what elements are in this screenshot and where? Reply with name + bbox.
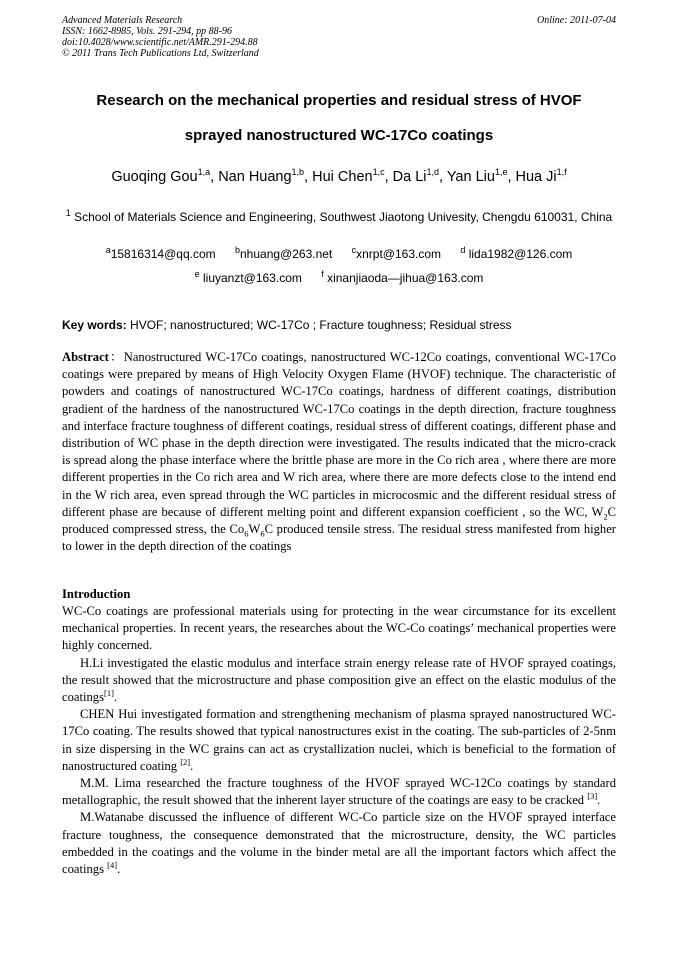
email: $^a$15816314@qq.com <box>105 245 216 261</box>
abstract: Abstract：Nanostructured WC-17Co coatings, nanostructured WC-12Co coatings, conventional WC-17Co coatings were prepared by means of High Velocity Oxygen Flame (HVOF) technique. The characteristic of powders and coatings of nanostructured WC-17Co coatings, hardness of different coatings, distribution gradient of the hardness of the nanostructured WC-17Co coatings in the depth direction, fracture toughness and interface fracture toughness of different coatings, residual stress of different coatings, different phase and distribution of WC phase in the depth direction were investigated. The results indicated that the micro-crack is spread along the phase interface where the brittle phase are more in the Co rich area , where there are more different properties in the Co rich area and W rich area, where there are more defects close to the intend end in the W rich area, even spread through the WC particles in microcosmic and the different residual stress of different phase are because of different melting point and different expansion coefficient , so the WC, $W_2C$ produced compressed stress, the $Co_6W_6C$ produced tensile stress. The residual stress manifested from higher to lower in the depth direction of the coatings <box>62 350 616 554</box>
introduction-body <box>62 603 616 878</box>
citation[interactable]: [2] <box>180 756 191 767</box>
citation[interactable]: [3] <box>587 791 598 802</box>
author: Guoqing Gou$^{1,a}$, <box>111 167 219 185</box>
paragraph: M.Watanabe discussed the influence of different WC-Co particle size on the HVOF sprayed interface fracture toughness, the consequence demonstrated that the microstructure, density, the WC particles embedded in the coatings and the volume in the binder metal are all the important factors which affect the coatings [4]. <box>62 810 616 877</box>
author-list <box>20 167 658 185</box>
paragraph: M.M. Lima researched the fracture toughness of the HVOF sprayed WC-12Co coatings by standard metallographic, the result showed that the inherent layer structure of the coatings are easy to be cracked [3]. <box>62 776 616 808</box>
email: $^e$ liuyanzt@163.com <box>194 269 302 285</box>
paper-title-line-1: Research on the mechanical properties and residual stress of HVOF <box>96 92 582 109</box>
email: $^b$nhuang@263.net <box>234 245 333 261</box>
citation[interactable]: [4] <box>107 859 118 870</box>
paper-title-line-2: sprayed nanostructured WC-17Co coatings <box>184 127 494 144</box>
email-line-2 <box>40 269 638 285</box>
copyright-line: © 2011 Trans Tech Publications Ltd, Switzerland <box>62 48 259 59</box>
author: Yan Liu$^{1,e}$, <box>446 167 516 185</box>
paragraph: H.Li investigated the elastic modulus and interface strain energy release rate of HVOF sprayed coatings, the result showed that the microstructure and phase composition give an effect on the elastic modulus of the coatings[1]. <box>62 655 616 705</box>
section-heading-introduction: Introduction <box>62 587 131 601</box>
online-date: Online: 2011-07-04 <box>537 15 616 26</box>
author: Hui Chen$^{1,c}$, <box>312 167 389 185</box>
paragraph: CHEN Hui investigated formation and strengthening mechanism of plasma sprayed nanostructured WC-17Co coating. The results showed that typical nanostructures exist in the coating. The sub-particles of 2-5nm in size dispersing in the WC grains can act as crystallization nuclei, which is beneficial to the formation of nanostructured coating [2]. <box>62 707 616 773</box>
paragraph: WC-Co coatings are professional materials using for protecting in the wear circumstance for its excellent mechanical properties. In recent years, the researches about the WC-Co coatings’ mechanical properties were highly concerned. <box>62 604 616 653</box>
email: $^d$ lida1982@126.com <box>460 245 573 261</box>
keywords-label: Key words: <box>62 318 127 332</box>
email: $^c$xnrpt@163.com <box>351 245 441 261</box>
keywords <box>62 318 616 332</box>
doi-line: doi:10.4028/www.scientific.net/AMR.291-294.88 <box>62 37 258 48</box>
email-line-1 <box>40 245 638 261</box>
affiliation: $^1$ School of Materials Science and Engineering, Southwest Jiaotong Univesity, Chengdu 610031, China <box>65 208 613 224</box>
author: Hua Ji$^{1,f}$ <box>515 167 567 185</box>
author: Nan Huang$^{1,b}$, <box>218 167 313 185</box>
journal-header <box>62 15 259 59</box>
citation[interactable]: [1] <box>103 687 114 698</box>
author: Da Li$^{1,d}$, <box>392 167 447 185</box>
issn-line: ISSN: 1662-8985, Vols. 291-294, pp 88-96 <box>62 26 232 37</box>
abstract-label: Abstract <box>62 350 109 364</box>
journal-name: Advanced Materials Research <box>62 15 183 26</box>
email: $^f$ xinanjiaoda—jihua@163.com <box>321 269 484 285</box>
keywords-text: HVOF; nanostructured; WC-17Co ; Fracture toughness; Residual stress <box>130 318 512 332</box>
